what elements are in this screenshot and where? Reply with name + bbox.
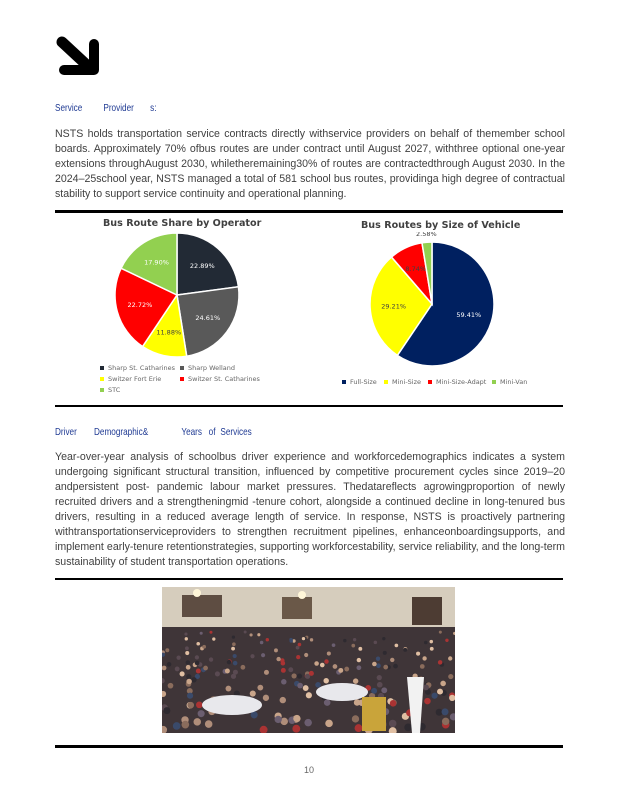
heading-word: Service — [55, 102, 83, 114]
legend-swatch — [100, 388, 104, 392]
banquet-photo — [162, 587, 455, 733]
legend-item — [180, 375, 260, 383]
legend-item — [100, 364, 175, 372]
legend-label: Sharp St. Catharines — [108, 364, 176, 372]
pie-chart-operator — [100, 230, 260, 360]
pie-data-label: 59.41% — [456, 311, 482, 320]
heading-word: Driver — [55, 426, 77, 438]
pie-data-label: 24.61% — [195, 313, 221, 322]
page-number: 10 — [303, 765, 314, 775]
legend-swatch — [342, 380, 346, 384]
legend-label: Sharp Welland — [188, 364, 235, 372]
heading-word: Services — [220, 426, 252, 438]
chart-title-operator: Bus Route Share by Operator — [103, 218, 262, 229]
legend-swatch — [492, 380, 496, 384]
pie-data-label: 11.88% — [156, 328, 182, 337]
section-heading-driver-demographic — [55, 426, 252, 438]
divider — [55, 210, 563, 213]
driver-demographic-paragraph: Year-over-year analysis of schoolbus driver experience and workforcedemographics indicates a system undergoing significant structural transition, influenced by competitive procurement cycles since 2019–20 andpersistent post- pandemic labour market pressures. Thedatareflects agrowingproportion of newly recruited drivers and a strengtheningmid -tenure cohort, alongside a continued decline in long-tenured bus drivers, resulting in a reduced average length of service. In response, NSTS is proactively partnering withtransportationserviceproviders to strengthen recruitment pipelines, enhanceonboardingsupports, and implement early-tenure retentionstrategies, supporting workforcestability, service reliability, and the long-term sustainability of student transportation operations. — [55, 451, 565, 568]
legend-item — [492, 378, 527, 386]
legend-item — [428, 378, 486, 386]
service-providers-paragraph: NSTS holds transportation service contracts directly withservice providers on behalf of themember school boards. Approximately 70% ofbus routes are under contract until August 2027, withthree optional one-year extensions throughAugust 2030, whiletheremaining30% of routes are contractedthrough August 2030. In the 2024–25school year, NSTS managed a total of 581 school bus routes, providinga high degree of contractual stability to support service continuity and operational planning. — [55, 128, 565, 200]
legend-item — [180, 364, 235, 372]
arrow-down-right-icon — [56, 36, 102, 78]
divider — [55, 405, 563, 407]
pie-data-label: 22.72% — [127, 301, 153, 310]
legend-item — [384, 378, 421, 386]
pie-data-label: 8.74% — [405, 265, 427, 274]
legend-label: Mini-Size-Adapt — [436, 378, 487, 386]
legend-item — [100, 386, 120, 394]
legend-swatch — [100, 366, 104, 370]
divider — [55, 745, 563, 748]
pie-data-label: 22.89% — [189, 262, 215, 271]
photo-illustration — [162, 587, 455, 733]
legend-swatch — [428, 380, 432, 384]
divider — [55, 578, 563, 580]
legend-label: Mini-Van — [500, 378, 528, 386]
heading-word: s: — [150, 102, 157, 114]
pie-data-label: 2.58% — [416, 232, 437, 239]
section-heading-service-providers — [55, 102, 157, 114]
chart-title-vehicle: Bus Routes by Size of Vehicle — [361, 220, 521, 231]
legend-swatch — [100, 377, 104, 381]
legend-vehicle — [342, 378, 562, 390]
legend-operator — [100, 364, 280, 404]
heading-word: Years — [181, 426, 203, 438]
pie-chart-vehicle — [350, 232, 510, 372]
heading-word: Provider — [103, 102, 134, 114]
legend-swatch — [180, 366, 184, 370]
legend-label: Switzer Fort Erie — [108, 375, 162, 383]
legend-label: Full-Size — [350, 378, 377, 386]
legend-item — [100, 375, 161, 383]
legend-label: Switzer St. Catharines — [188, 375, 260, 383]
pie-data-label: 29.21% — [381, 302, 407, 311]
legend-label: Mini-Size — [392, 378, 422, 386]
pie-data-label: 17.90% — [144, 258, 169, 267]
heading-word: of — [208, 426, 216, 438]
heading-word: Demographic& — [94, 426, 149, 438]
legend-label: STC — [108, 386, 121, 394]
legend-swatch — [180, 377, 184, 381]
legend-swatch — [384, 380, 388, 384]
legend-item — [342, 378, 377, 386]
